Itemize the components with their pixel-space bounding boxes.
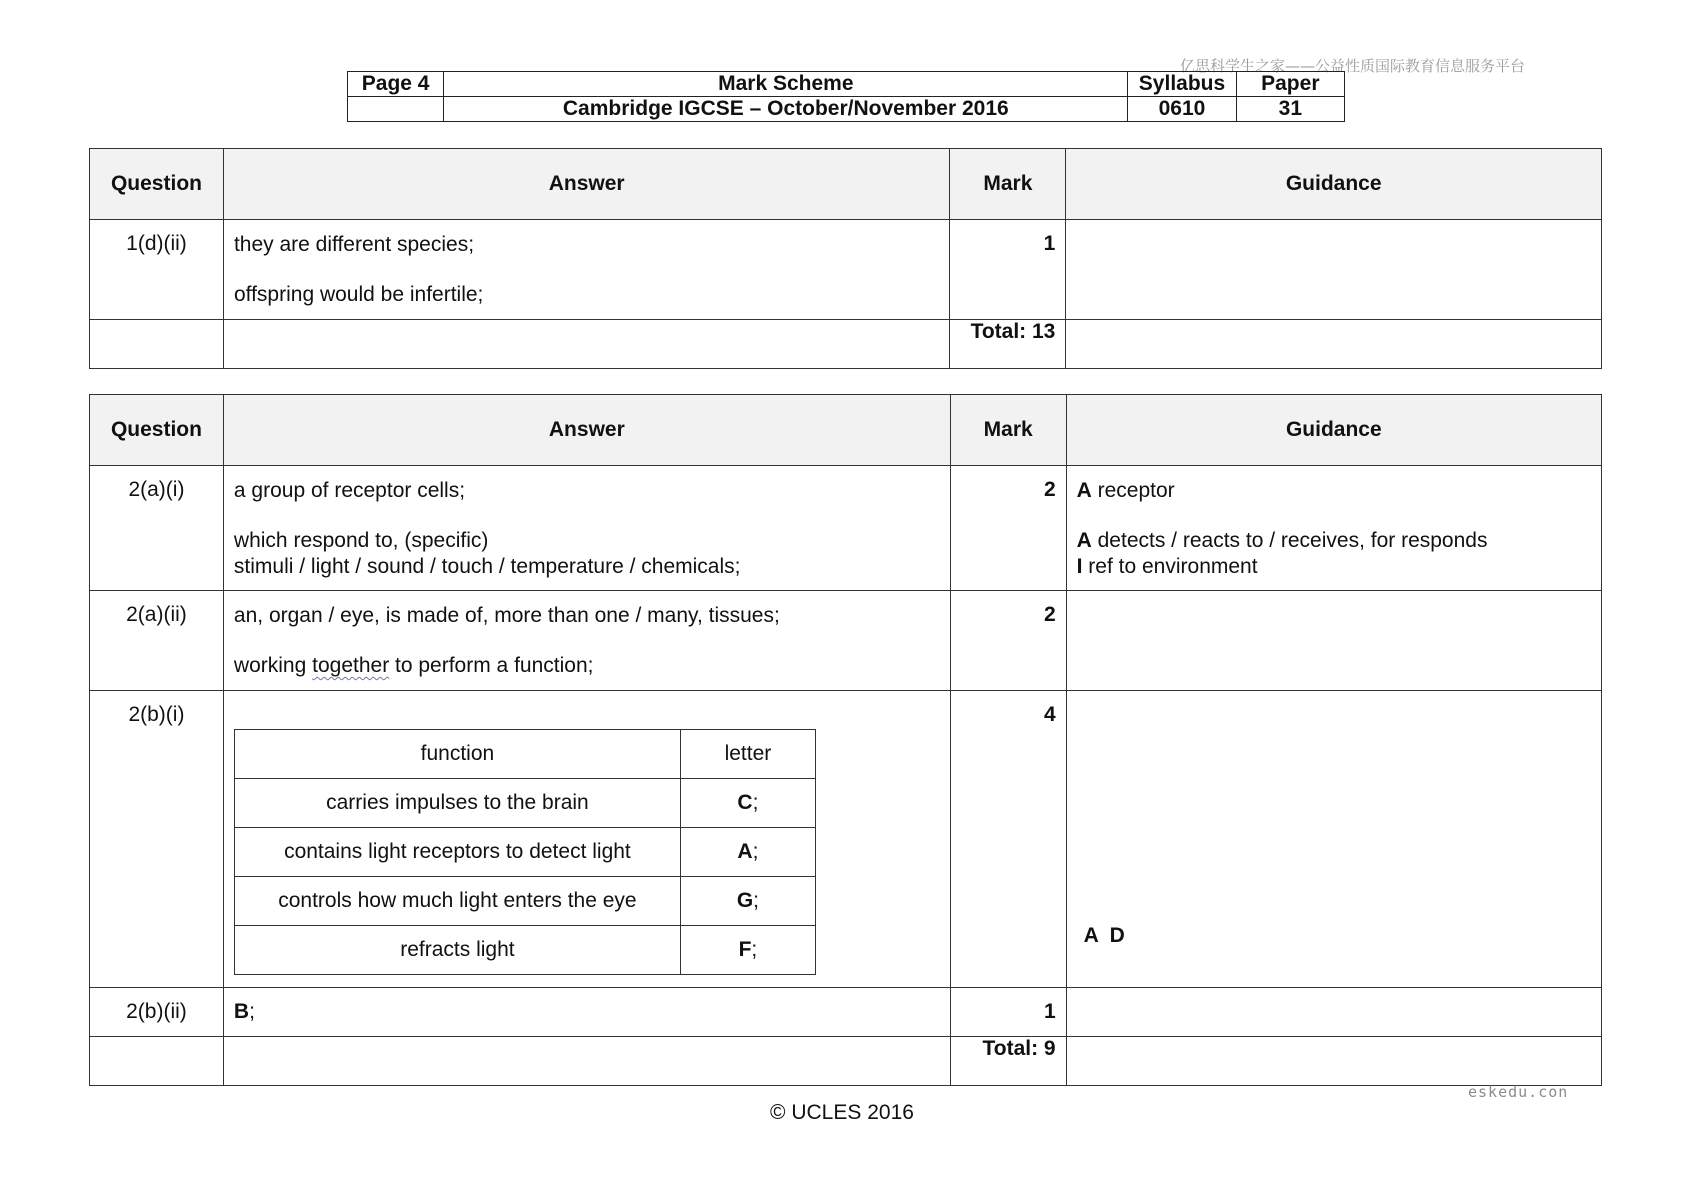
function-cell: contains light receptors to detect light bbox=[234, 828, 680, 877]
guidance-cell bbox=[1066, 466, 1601, 591]
answer-cell bbox=[223, 220, 949, 320]
watermark-bottom: eskedu.con bbox=[1468, 1083, 1569, 1101]
exam-subtitle: Cambridge IGCSE – October/November 2016 bbox=[444, 97, 1128, 122]
empty-cell bbox=[223, 1037, 950, 1086]
syllabus-label: Syllabus bbox=[1128, 72, 1236, 97]
function-cell: controls how much light enters the eye bbox=[234, 877, 680, 926]
answer-line: a group of receptor cells; bbox=[233, 479, 466, 502]
column-header-guidance: Guidance bbox=[1066, 395, 1601, 466]
syllabus-code: 0610 bbox=[1128, 97, 1236, 122]
empty-cell bbox=[90, 320, 224, 369]
paper-label: Paper bbox=[1236, 72, 1344, 97]
answer-line: stimuli / light / sound / touch / temperature / chemicals; bbox=[233, 555, 741, 578]
paper-number: 31 bbox=[1236, 97, 1344, 122]
mark-value: 1 bbox=[950, 988, 1066, 1037]
letter-cell: F; bbox=[680, 926, 815, 975]
question-1-table bbox=[89, 148, 1602, 369]
answer-line: working together to perform a function; bbox=[233, 654, 594, 677]
total-mark: Total: 9 bbox=[950, 1037, 1066, 1086]
question-2-table bbox=[89, 394, 1602, 1086]
question-number: 2(a)(i) bbox=[90, 466, 224, 591]
column-header-question: Question bbox=[90, 395, 224, 466]
column-header-mark: Mark bbox=[950, 149, 1066, 220]
letter-cell: A; bbox=[680, 828, 815, 877]
table-row bbox=[234, 779, 815, 828]
letter-cell: C; bbox=[680, 779, 815, 828]
guidance-cell bbox=[1066, 988, 1601, 1037]
answer-cell: B; bbox=[223, 988, 950, 1037]
column-header-guidance: Guidance bbox=[1066, 149, 1602, 220]
guidance-text: detects / reacts to / receives, for responds bbox=[1091, 529, 1488, 552]
answer-line: offspring would be infertile; bbox=[233, 283, 484, 306]
document-title: Mark Scheme bbox=[444, 72, 1128, 97]
answer-cell bbox=[223, 691, 950, 988]
empty-cell bbox=[1066, 320, 1602, 369]
empty-cell bbox=[348, 97, 444, 122]
guidance-ignore-marker: I bbox=[1076, 555, 1083, 578]
answer-cell bbox=[223, 591, 950, 691]
guidance-accept-marker: A bbox=[1076, 529, 1092, 552]
column-header-answer: Answer bbox=[223, 149, 949, 220]
column-header-question: Question bbox=[90, 149, 224, 220]
empty-cell bbox=[90, 1037, 224, 1086]
question-number: 2(a)(ii) bbox=[90, 591, 224, 691]
question-number: 1(d)(ii) bbox=[90, 220, 224, 320]
guidance-text: A D bbox=[1083, 924, 1125, 947]
guidance-cell bbox=[1066, 220, 1602, 320]
answer-cell bbox=[223, 466, 950, 591]
underlined-keyword: together bbox=[312, 654, 390, 677]
guidance-text: ref to environment bbox=[1082, 555, 1258, 578]
table-row bbox=[234, 926, 815, 975]
guidance-accept-marker: A bbox=[1076, 479, 1092, 502]
guidance-cell bbox=[1066, 691, 1601, 988]
page-number: Page 4 bbox=[348, 72, 444, 97]
empty-cell bbox=[223, 320, 949, 369]
mark-value: 4 bbox=[950, 691, 1066, 988]
empty-cell bbox=[1066, 1037, 1601, 1086]
table-row bbox=[234, 828, 815, 877]
column-header-mark: Mark bbox=[950, 395, 1066, 466]
answer-line: which respond to, (specific) bbox=[233, 529, 489, 552]
question-number: 2(b)(i) bbox=[90, 691, 224, 988]
watermark-top: 亿思科学生之家——公益性质国际教育信息服务平台 bbox=[1180, 57, 1526, 75]
table-row bbox=[234, 877, 815, 926]
mark-scheme-header bbox=[347, 71, 1345, 122]
letter-cell: G; bbox=[680, 877, 815, 926]
guidance-text: receptor bbox=[1091, 479, 1175, 502]
eye-function-table bbox=[234, 729, 816, 975]
answer-line: an, organ / eye, is made of, more than one / many, tissues; bbox=[233, 604, 780, 627]
copyright-footer: © UCLES 2016 bbox=[770, 1101, 914, 1124]
total-mark: Total: 13 bbox=[950, 320, 1066, 369]
function-cell: carries impulses to the brain bbox=[234, 779, 680, 828]
guidance-cell bbox=[1066, 591, 1601, 691]
mark-value: 1 bbox=[950, 220, 1066, 320]
mark-value: 2 bbox=[950, 466, 1066, 591]
mark-value: 2 bbox=[950, 591, 1066, 691]
function-cell: refracts light bbox=[234, 926, 680, 975]
inner-header-letter: letter bbox=[680, 730, 815, 779]
column-header-answer: Answer bbox=[223, 395, 950, 466]
question-number: 2(b)(ii) bbox=[90, 988, 224, 1037]
answer-line: they are different species; bbox=[233, 233, 475, 256]
inner-header-function: function bbox=[234, 730, 680, 779]
